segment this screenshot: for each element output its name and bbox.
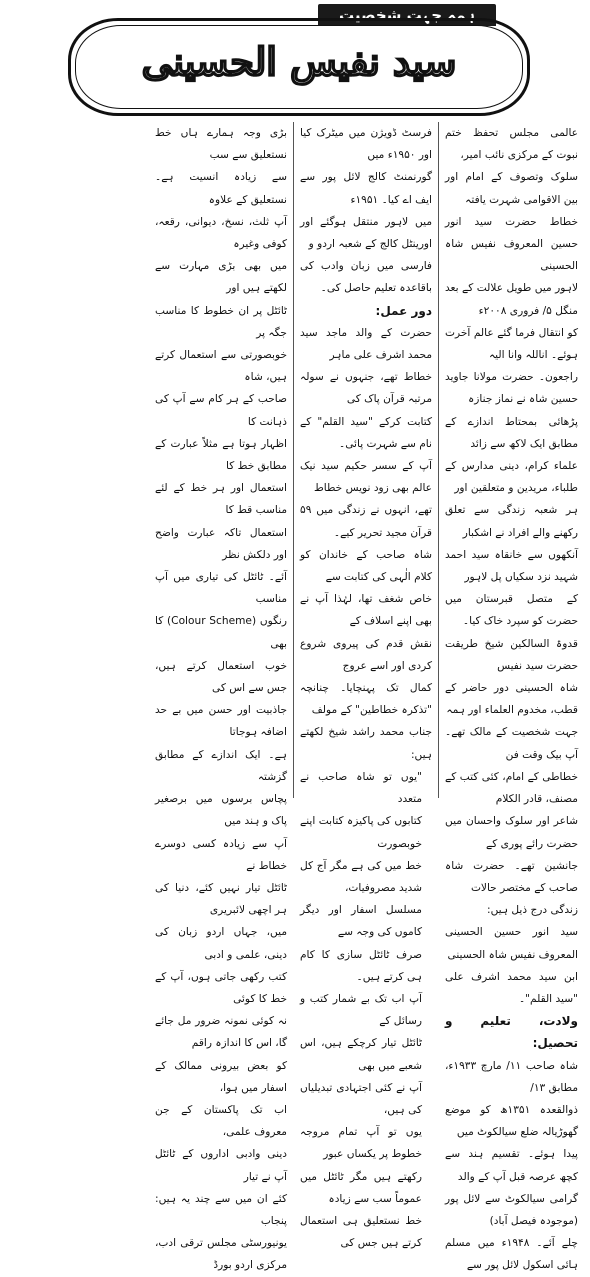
- quote-line: رکھتے ہیں مگر ٹائٹل میں عموماً سب سے زیادہ: [300, 1170, 422, 1205]
- col2-line: نقش قدم کی پیروی شروع کردی اور اسے عروج: [300, 637, 432, 672]
- col2-line: حضرت کے والد ماجد سید محمد اشرف علی ماہر: [300, 326, 432, 362]
- col3-line: یونیورسٹی مجلس ترقی ادب، مرکزی اردو بورڈ: [155, 1237, 287, 1272]
- quote-line: آپ اب تک بے شمار کتب و رسائل کے: [300, 992, 422, 1028]
- col2-line: تھے، انہوں نے زندگی میں ۵۹ قرآن مجید تحریر کیے۔: [300, 504, 432, 539]
- col3-line: استعمال تاکہ عبارت واضح اور دلکش نظر: [155, 526, 287, 561]
- col1-line: آنکھوں سے خانقاہ سید احمد شہید نزد سکیاں پل لاہور: [445, 548, 578, 584]
- col3-line: کئے ان میں سے چند یہ ہیں: پنجاب: [155, 1192, 287, 1227]
- article-column-3: [149, 122, 294, 1272]
- col1-line: راجعون۔ حضرت مولانا جاوید حسین شاہ نے نماز جنازہ: [445, 371, 578, 406]
- quote-line: "یوں تو شاہ صاحب نے متعدد: [300, 770, 422, 806]
- col2-line: میں لاہور منتقل ہوگئے اور اورینٹل کالج کے شعبہ اردو و: [300, 215, 432, 251]
- col2-line: فرسٹ ڈویژن میں میٹرک کیا اور ۱۹۵۰ء میں: [300, 127, 432, 162]
- col3-line: سے زیادہ انسیت ہے۔ نستعلیق کے علاوہ: [155, 171, 287, 206]
- col3-line: خوب استعمال کرتے ہیں، جس سے اس کی: [155, 659, 287, 695]
- section-heading: دور عمل:: [375, 303, 432, 318]
- col1-line: جہت شخصیت کے مالک تھے۔ آپ بیک وقت فن: [445, 726, 578, 761]
- logo-title-text: سید نفیس الحسینی: [141, 39, 457, 84]
- col1-line: ذوالقعدہ ۱۳۵۱ھ کو موضع گھوڑیالہ ضلع سیالکوٹ میں: [445, 1103, 578, 1139]
- col3-line: آپ ثلث، نسخ، دیوانی، رقعہ، کوفی وغیرہ: [155, 215, 287, 251]
- quote-line: یوں تو آپ تمام مروجہ خطوط پر یکساں عبور: [300, 1126, 422, 1161]
- col2-line: جناب محمد راشد شیخ لکھتے ہیں:: [300, 726, 432, 761]
- quote-line: کتابوں کی پاکیزہ کتابت اپنے خوبصورت: [300, 815, 422, 850]
- col1-line: کو انتقال فرما گئے عالم آخرت ہوئے۔ اناللہ وانا الیہ: [445, 326, 578, 362]
- col2-line: شاہ صاحب کے خاندان کو کلام الٰہی کی کتابت سے: [300, 548, 432, 584]
- col3-line: ٹائٹل تیار نہیں کئے، دنیا کی ہر اچھی لائبریری: [155, 881, 287, 917]
- article-column-2: [294, 122, 439, 1250]
- section-banner: ہمہ جہت شخصیت: [318, 4, 496, 26]
- col2-line: گورنمنٹ کالج لائل پور سے ایف اے کیا۔ ۱۹۵۱ء: [300, 171, 432, 206]
- col3-line: بڑی وجہ ہمارے ہاں خط نستعلیق سے سب: [155, 127, 287, 162]
- quote-line: ٹائٹل تیار کرچکے ہیں، اس شعبے میں بھی: [300, 1037, 422, 1072]
- col3-line: جاذبیت اور حسن میں بے حد اضافہ ہوجاتا: [155, 704, 287, 739]
- col1-line: شاہ الحسینی دور حاضر کے قطب، مخدوم العلماء اور ہمہ: [445, 682, 578, 717]
- quote-line: آپ نے کئی اجتہادی تبدیلیاں کی ہیں،: [300, 1081, 422, 1116]
- col3-line: آپ سے زیادہ کسی دوسرے خطاط نے: [155, 837, 287, 872]
- col1-line: خطاطی کے امام، کئی کتب کے مصنف، قادر الکلام: [445, 770, 578, 806]
- col2-line: آپ کے سسر حکیم سید نیک عالم بھی زود نویس خطاط: [300, 460, 432, 495]
- col1-line: سلوک وتصوف کے امام اور بین الاقوامی شہرت یافتہ: [445, 171, 578, 206]
- col3-line: ہے۔ ایک اندازے کے مطابق گزشتہ: [155, 748, 287, 783]
- col1-line: کے متصل قبرستان میں حضرت کو سپرد خاک کیا۔: [445, 593, 578, 628]
- calligraphy-title-logo: [68, 18, 530, 116]
- col1-line: شاعر اور سلوک واحسان میں حضرت رائے پوری کے: [445, 815, 578, 850]
- col3-line: اب تک پاکستان کے جن معروف علمی،: [155, 1103, 287, 1139]
- quote-line: صرف ٹائٹل سازی کا کام ہی کرتے ہیں۔: [300, 948, 422, 983]
- col3-line: آئے۔ ٹائٹل کی تیاری میں آپ مناسب: [155, 571, 287, 606]
- col3-line: میں، جہاں اردو زبان کی دینی، علمی و ادبی: [155, 926, 287, 961]
- col3-line: میں بھی بڑی مہارت سے لکھتے ہیں اور: [155, 260, 287, 295]
- col3-line: اظہار ہوتا ہے مثلاً عبارت کے مطابق خط کا: [155, 437, 287, 473]
- col3-line: ٹائٹل پر ان خطوط کا مناسب جگہ پر: [155, 304, 287, 339]
- col1-line: ابن سید محمد اشرف علی "سید القلم"۔: [445, 970, 578, 1005]
- col1-line: قدوۃ السالکین شیخ طریقت حضرت سید نفیس: [445, 637, 578, 672]
- col1-line: زندگی درج ذیل ہیں:: [487, 904, 578, 917]
- col3-line: پچاس برسوں میں برصغیر پاک و ہند میں: [155, 793, 287, 828]
- article-column-1: [439, 122, 584, 1272]
- col1-line: شاہ صاحب ۱۱/ مارچ ۱۹۳۳ء، مطابق ۱۳/: [445, 1059, 578, 1094]
- col1-line: چلے آئے۔ ۱۹۴۸ء میں مسلم ہائی اسکول لائل پور سے: [445, 1237, 578, 1272]
- col1-line: لاہور میں طویل علالت کے بعد منگل ۵/ فروری ۲۰۰۸ء: [445, 282, 578, 317]
- col1-line: جانشین تھے۔ حضرت شاہ صاحب کے مختصر حالات: [445, 859, 578, 894]
- col2-line: کمال تک پہنچایا۔ چنانچہ "تذکرہ خطاطین" کے مولف: [300, 682, 432, 717]
- col2-line: خطاط تھے، جنہوں نے سولہ مرتبہ قرآن پاک کی: [300, 371, 432, 406]
- col1-line: سید انور حسین الحسینی المعروف نفیس شاہ الحسینی: [445, 926, 578, 961]
- col1-line: پیدا ہوئے۔ تقسیم ہند سے کچھ عرصہ قبل آپ کے والد: [445, 1148, 578, 1183]
- col3-line: نہ کوئی نمونہ ضرور مل جائے گا، اس کا اندازہ راقم: [155, 1015, 287, 1050]
- col1-line: ہر شعبہ زندگی سے تعلق رکھنے والے افراد نے اشکبار: [445, 504, 578, 539]
- col1-line: عالمی مجلس تحفظ ختم نبوت کے مرکزی نائب امیر،: [445, 127, 578, 162]
- section-heading: ولادت، تعلیم و تحصیل:: [445, 1014, 578, 1051]
- col3-line: خوبصورتی سے استعمال کرتے ہیں، شاہ: [155, 349, 287, 384]
- col3-line: دینی وادبی اداروں کے ٹائٹل آپ نے تیار: [155, 1148, 287, 1183]
- article-columns: [6, 122, 584, 1272]
- col3-line: کتب رکھی جاتی ہوں، آپ کے خط کا کوئی: [155, 970, 287, 1005]
- col1-line: علماء کرام، دینی مدارس کے طلباء، مریدین و متعلقین اور: [445, 460, 578, 495]
- col1-line: پڑھائی بمحتاط اندازے کے مطابق ایک لاکھ سے زائد: [445, 415, 578, 450]
- col3-line: استعمال اور ہر خط کے لئے مناسب قط کا: [155, 482, 287, 517]
- quote-line: خط نستعلیق ہی استعمال کرتے ہیں جس کی: [300, 1214, 422, 1250]
- col2-line: کتابت کرکے "سید القلم" کے نام سے شہرت پائی۔: [300, 415, 432, 450]
- quote-line: مسلسل اسفار اور دیگر کاموں کی وجہ سے: [300, 904, 422, 939]
- col1-line: گرامی سیالکوٹ سے لائل پور (موجودہ فیصل آباد): [445, 1192, 578, 1227]
- col3-line: رنگوں (Colour Scheme) کا بھی: [155, 615, 288, 650]
- col1-line: خطاط حضرت سید انور حسین المعروف نفیس شاہ الحسینی: [445, 215, 578, 273]
- col2-line: فارسی میں زبان وادب کی باقاعدہ تعلیم حاصل کی۔: [300, 260, 432, 295]
- col3-line: صاحب کے ہر کام سے آپ کی ذہانت کا: [155, 393, 287, 428]
- col3-line: کو بعض بیرونی ممالک کے اسفار میں ہوا،: [155, 1059, 287, 1094]
- quote-line: خط میں کی ہے مگر آج کل شدید مصروفیات،: [300, 859, 422, 894]
- col2-line: خاص شغف تھا، لہٰذا آپ نے بھی اپنے اسلاف کے: [300, 593, 432, 628]
